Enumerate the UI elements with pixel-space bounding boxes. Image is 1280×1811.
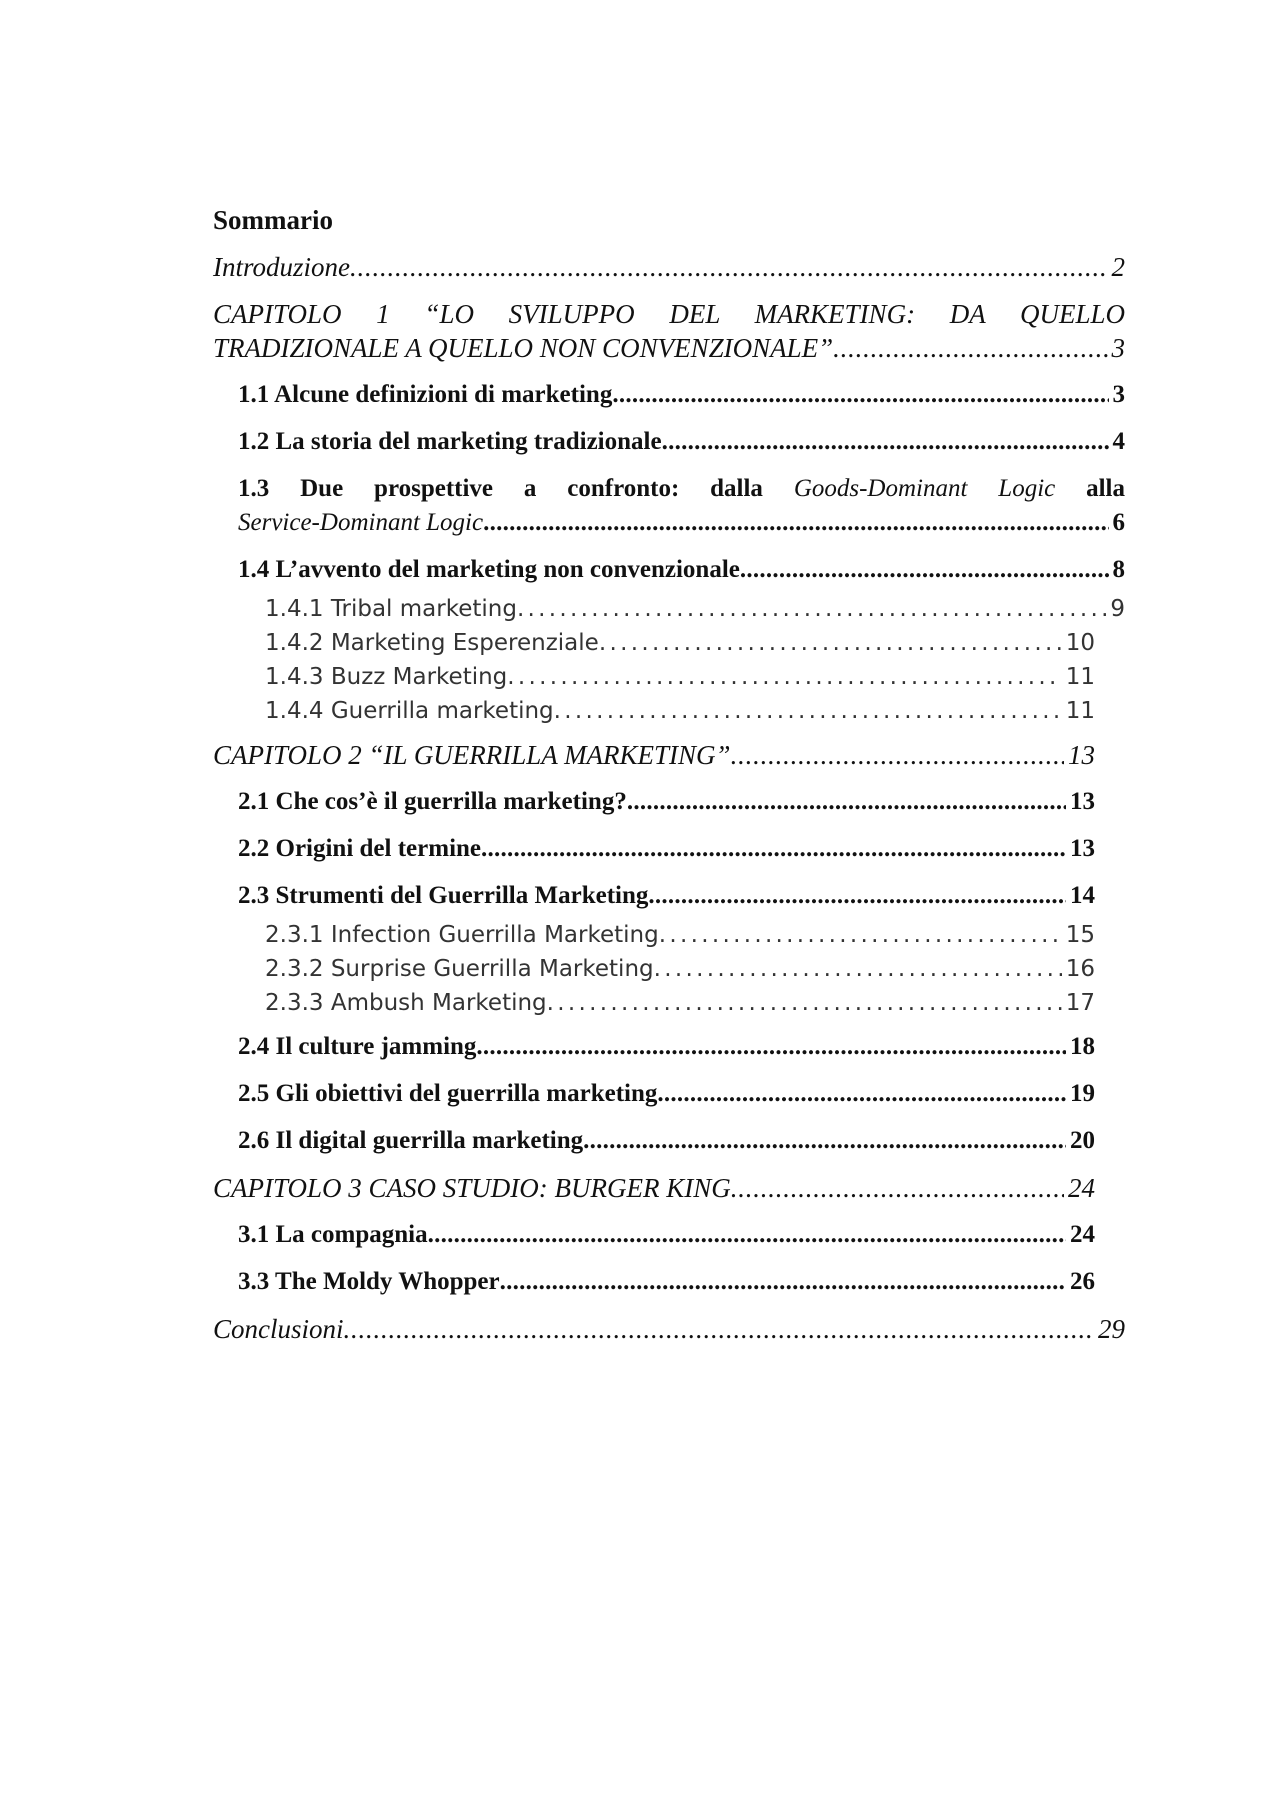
toc-entry-label-line-1: CAPITOLO 1 “LO SVILUPPO DEL MARKETING: DA QUELLO [213, 299, 1125, 329]
toc-entry-label: 1.4.3 Buzz Marketing [265, 664, 508, 690]
dot-leader [731, 1171, 1064, 1205]
toc-entry-label: 2.4 Il culture jamming [238, 1033, 477, 1060]
toc-entry-2-5[interactable] [213, 1077, 1095, 1111]
toc-entry-2-4[interactable] [213, 1030, 1095, 1064]
toc-entry-3-3[interactable] [213, 1265, 1095, 1299]
dot-leader [517, 592, 1106, 626]
dot-leader [627, 785, 1066, 819]
toc-entry-label: 2.2 Origini del termine [238, 835, 482, 862]
toc-page-number: 15 [1065, 922, 1095, 948]
toc-entry-2-6[interactable] [213, 1124, 1095, 1158]
toc-page-number: 17 [1065, 990, 1095, 1016]
dot-leader [428, 1218, 1066, 1252]
toc-entry-capitolo-1[interactable] [213, 297, 1125, 365]
toc-entry-label: 2.3 Strumenti del Guerrilla Marketing [238, 882, 649, 909]
dot-leader [740, 553, 1109, 587]
dot-leader [662, 425, 1109, 459]
toc-page-number: 24 [1068, 1173, 1095, 1203]
toc-page-number: 14 [1070, 882, 1095, 909]
dot-leader [659, 918, 1062, 952]
toc-entry-1-4-3[interactable] [213, 660, 1095, 694]
dot-leader [476, 1030, 1066, 1064]
toc-page-number: 18 [1070, 1033, 1095, 1060]
toc-entry-label: CAPITOLO 3 CASO STUDIO: BURGER KING [213, 1173, 731, 1203]
toc-entry-label: 2.1 Che cos’è il guerrilla marketing? [238, 788, 627, 815]
dot-leader [654, 952, 1062, 986]
toc-entry-label: 2.3.3 Ambush Marketing [265, 990, 547, 1016]
toc-page-number: 9 [1110, 596, 1125, 622]
dot-leader [481, 832, 1066, 866]
toc-entry-label: 2.3.1 Infection Guerrilla Marketing [265, 922, 659, 948]
toc-entry-2-3-3[interactable] [213, 986, 1095, 1020]
toc-subsection-group-1-4 [213, 592, 1125, 728]
toc-entry-1-4-4[interactable] [213, 694, 1095, 728]
toc-entry-introduzione[interactable] [213, 250, 1125, 284]
dot-leader [599, 626, 1062, 660]
toc-entry-2-2[interactable] [213, 832, 1095, 866]
toc-entry-label-part: 1.3 Due prospettive a confronto: dalla [238, 475, 763, 502]
toc-page-number: 4 [1112, 428, 1125, 455]
toc-page-number: 24 [1070, 1221, 1095, 1248]
toc-entry-label: 2.5 Gli obiettivi del guerrilla marketing [238, 1080, 658, 1107]
toc-page-number: 20 [1070, 1127, 1095, 1154]
toc-entry-1-1[interactable] [213, 378, 1125, 412]
table-of-contents [213, 200, 1125, 1359]
dot-leader [657, 1077, 1066, 1111]
dot-leader [344, 1312, 1094, 1346]
toc-subsection-group-2-3 [213, 918, 1125, 1020]
toc-page-number: 19 [1070, 1080, 1095, 1107]
toc-entry-1-3[interactable] [213, 472, 1125, 540]
toc-page-number: 3 [1112, 381, 1125, 408]
dot-leader [500, 1265, 1066, 1299]
toc-page-number: 13 [1070, 835, 1095, 862]
toc-entry-label: 1.1 Alcune definizioni di marketing [238, 381, 613, 408]
toc-entry-1-4[interactable] [213, 553, 1125, 587]
toc-entry-2-3-2[interactable] [213, 952, 1095, 986]
toc-page-number: 2 [1111, 252, 1125, 282]
toc-entry-1-4-2[interactable] [213, 626, 1095, 660]
dot-leader [648, 879, 1066, 913]
toc-page-number: 10 [1065, 630, 1095, 656]
toc-page-number: 3 [1111, 333, 1125, 363]
toc-entry-label: 1.2 La storia del marketing tradizionale [238, 428, 662, 455]
dot-leader [612, 378, 1108, 412]
dot-leader [507, 660, 1061, 694]
toc-entry-label-line-1 [238, 472, 1125, 506]
toc-entry-label: 2.6 Il digital guerrilla marketing [238, 1127, 584, 1154]
dot-leader [731, 738, 1064, 772]
dot-leader [833, 331, 1107, 365]
toc-page-number: 11 [1065, 664, 1095, 690]
dot-leader [350, 250, 1108, 284]
toc-entry-1-4-1[interactable] [213, 592, 1125, 626]
toc-page-number: 13 [1070, 788, 1095, 815]
toc-entry-label-line-2: TRADIZIONALE A QUELLO NON CONVENZIONALE” [213, 333, 834, 363]
toc-entry-label: 3.3 The Moldy Whopper [238, 1268, 500, 1295]
toc-entry-label: 1.4.4 Guerrilla marketing [265, 698, 554, 724]
toc-page-number: 26 [1070, 1268, 1095, 1295]
toc-entry-2-1[interactable] [213, 785, 1095, 819]
dot-leader [554, 694, 1062, 728]
toc-page-number: 6 [1112, 509, 1125, 536]
toc-entry-label: CAPITOLO 2 “IL GUERRILLA MARKETING” [213, 740, 731, 770]
toc-entry-capitolo-2[interactable] [213, 738, 1095, 772]
toc-entry-label: Conclusioni [213, 1314, 344, 1344]
toc-entry-label-line-2: Service-Dominant Logic [238, 509, 484, 536]
toc-entry-label: Introduzione [213, 252, 350, 282]
toc-entry-label: 1.4.1 Tribal marketing [265, 596, 517, 622]
toc-title: Sommario [213, 205, 333, 235]
dot-leader [483, 506, 1108, 540]
toc-page-number: 29 [1098, 1314, 1125, 1344]
toc-entry-2-3-1[interactable] [213, 918, 1095, 952]
toc-entry-conclusioni[interactable] [213, 1312, 1125, 1346]
toc-entry-label: 1.4.2 Marketing Esperenziale [265, 630, 599, 656]
toc-page-number: 13 [1068, 740, 1095, 770]
toc-entry-label-italic: Goods-Dominant Logic [793, 475, 1056, 502]
toc-entry-label: 3.1 La compagnia [238, 1221, 428, 1248]
toc-entry-3-1[interactable] [213, 1218, 1095, 1252]
toc-entry-2-3[interactable] [213, 879, 1095, 913]
toc-page-number: 16 [1065, 956, 1095, 982]
toc-page-number: 11 [1065, 698, 1095, 724]
toc-entry-label-part: alla [1086, 475, 1126, 502]
dot-leader [583, 1124, 1066, 1158]
toc-entry-capitolo-3[interactable] [213, 1171, 1095, 1205]
dot-leader [547, 986, 1062, 1020]
toc-page-number: 8 [1112, 556, 1125, 583]
toc-entry-label: 2.3.2 Surprise Guerrilla Marketing [265, 956, 654, 982]
toc-entry-1-2[interactable] [213, 425, 1125, 459]
toc-entry-label: 1.4 L’avvento del marketing non convenzionale [238, 556, 740, 583]
